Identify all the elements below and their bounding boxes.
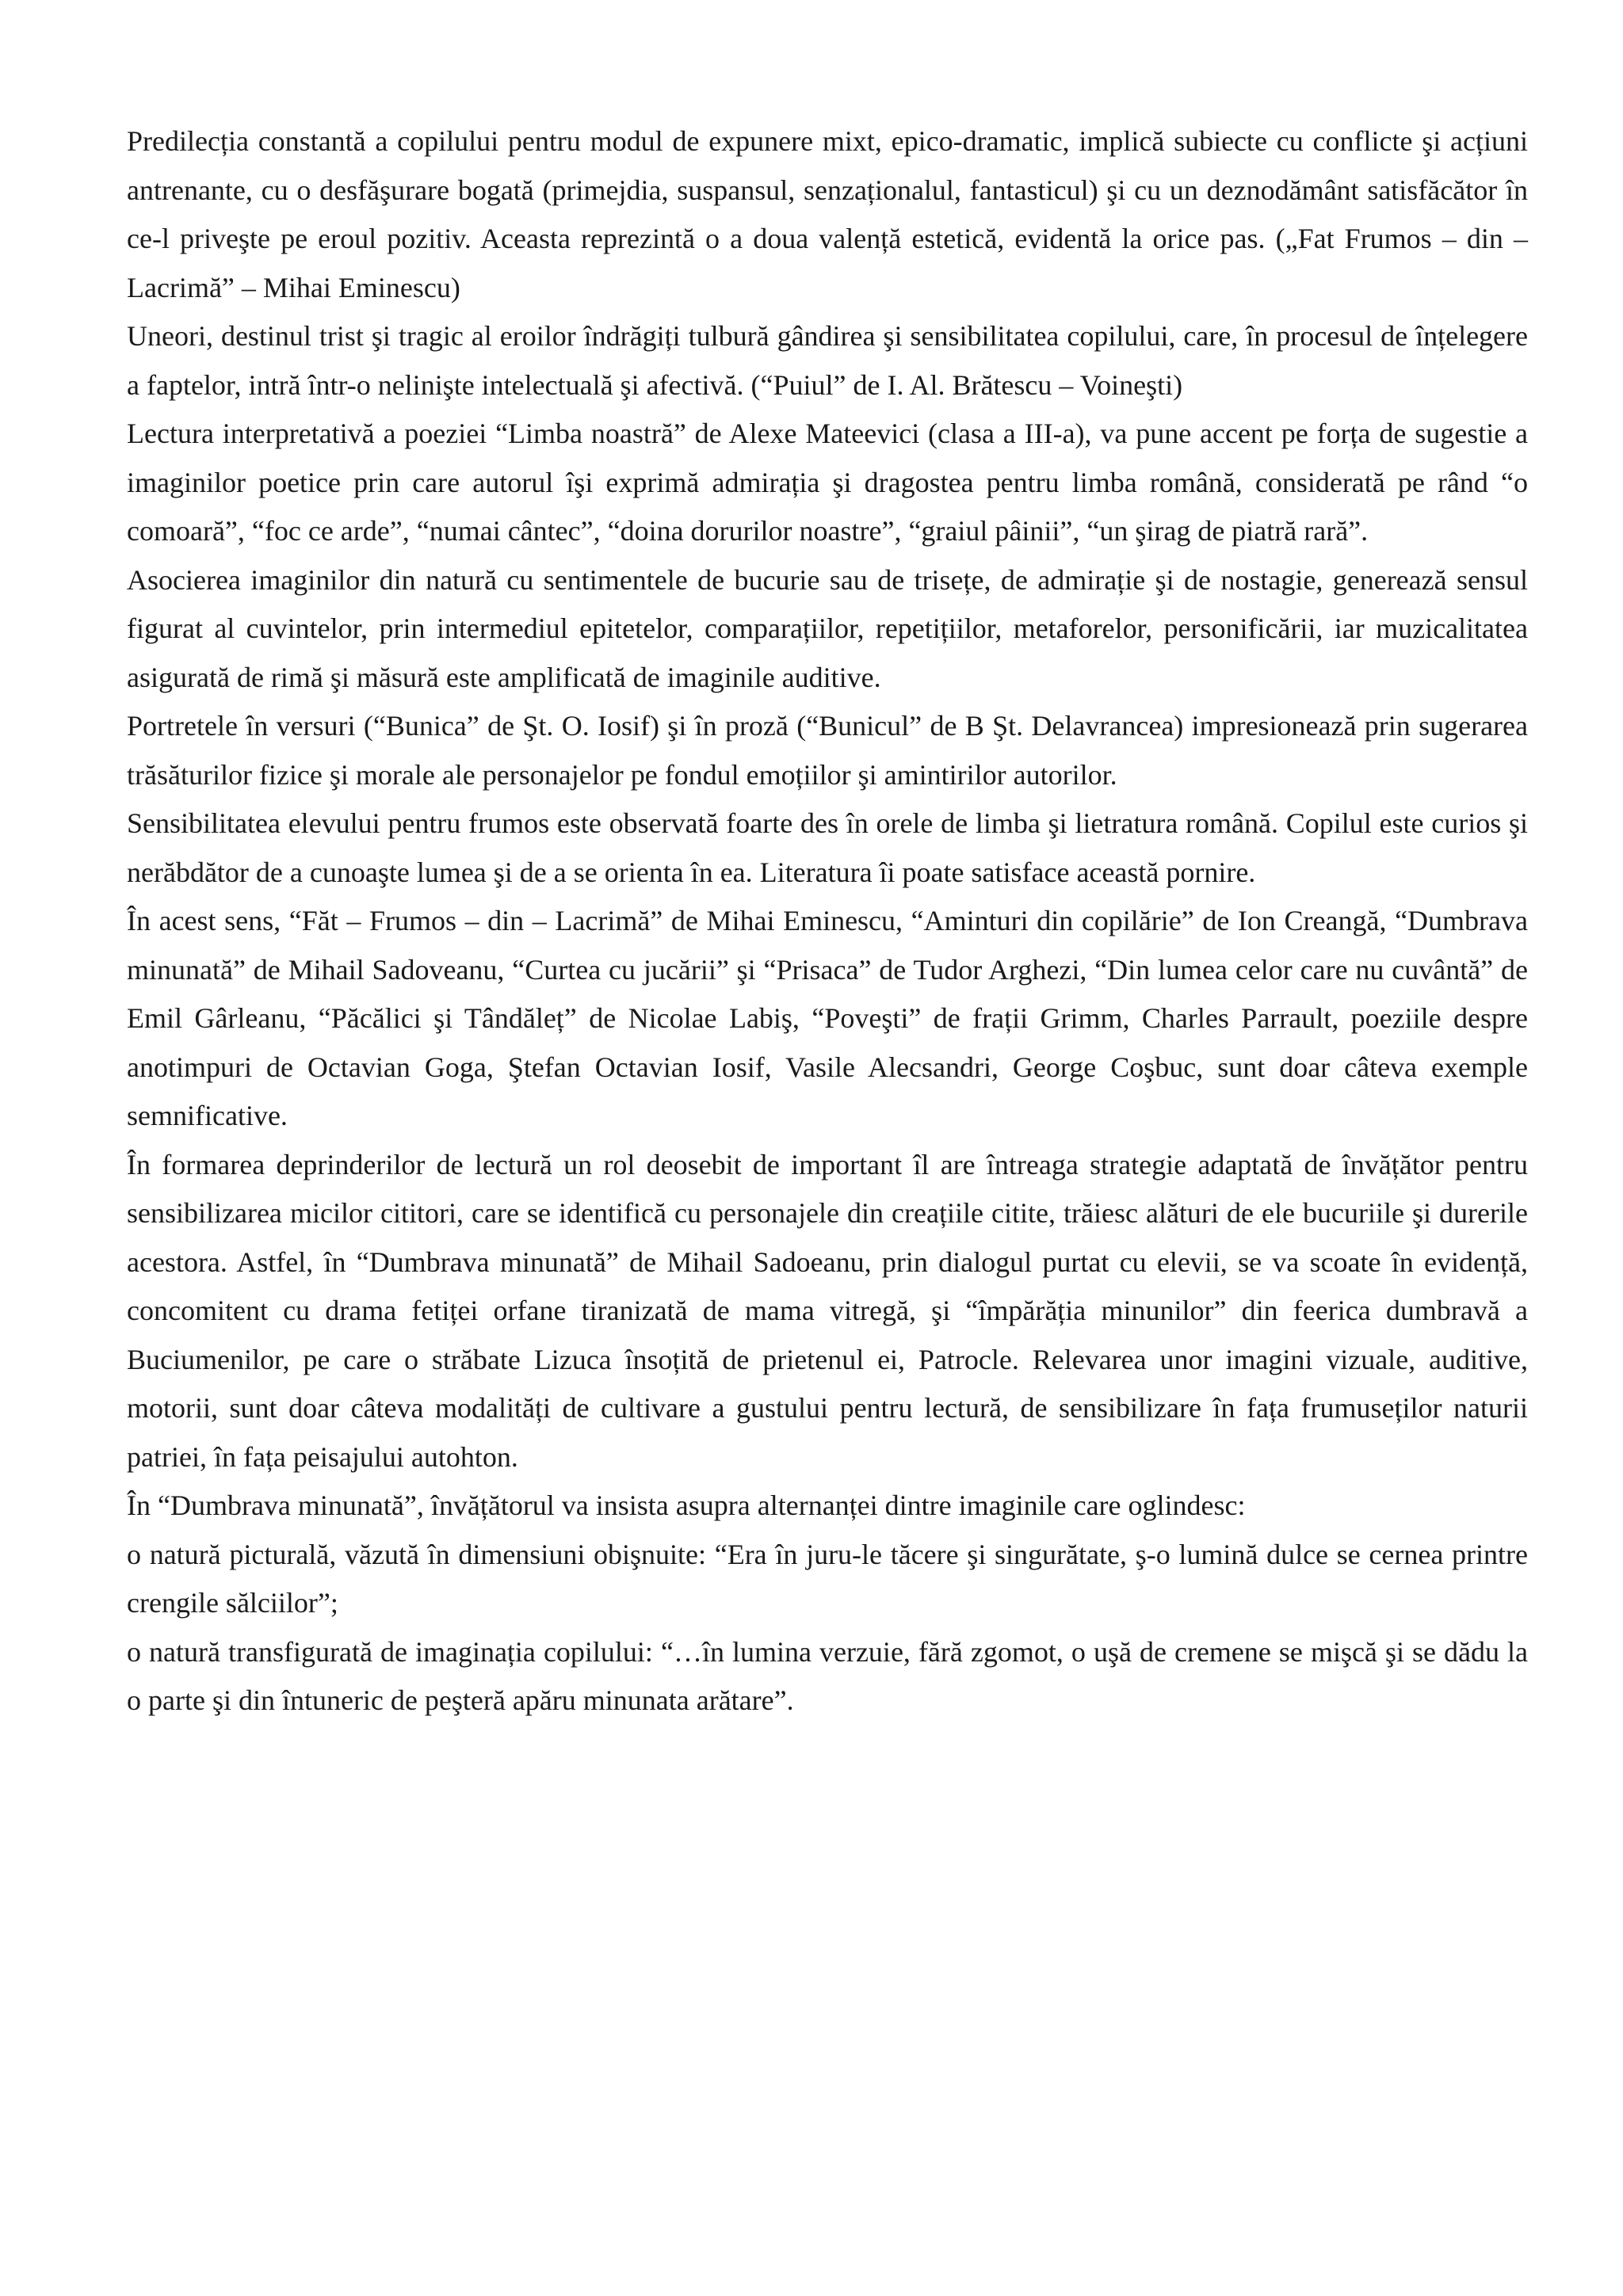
paragraph-2: Uneori, destinul trist şi tragic al eroilor îndrăgiți tulbură gândirea şi sensibilitatea copilului, care, în procesul de înțelegere a faptelor, intră într-o nelinişte intelectuală şi afectivă. (“Puiul” de I. Al. Brătescu – Voineşti) — [127, 320, 1528, 401]
paragraph-11: o natură transfigurată de imaginația copilului: “…în lumina verzuie, fără zgomot, o uşă de cremene se mişcă şi se dădu la o parte şi din întuneric de peşteră apăru minunata arătare”. — [127, 1635, 1528, 1716]
paragraph-1: Predilecția constantă a copilului pentru modul de expunere mixt, epico-dramatic, implică subiecte cu conflicte şi acțiuni antrenante, cu o desfăşurare bogată (primejdia, suspansul, senzaționalul, fantasticul) şi cu un deznodământ satisfăcător în ce-l priveşte pe eroul pozitiv. Aceasta reprezintă o a doua valență estetică, evidentă la orice pas. („Fat Frumos – din – Lacrimă” – Mihai Eminescu) — [127, 125, 1528, 303]
paragraph-10: o natură picturală, văzută în dimensiuni obişnuite: “Era în juru-le tăcere şi singurătate, ş-o lumină dulce se cernea printre crengile sălciilor”; — [127, 1538, 1528, 1619]
paragraph-3: Lectura interpretativă a poeziei “Limba noastră” de Alexe Mateevici (clasa a III-a), va pune accent pe forța de sugestie a imaginilor poetice prin care autorul îşi exprimă admirația şi dragostea pentru limba română, considerată pe rând “o comoară”, “foc ce arde”, “numai cântec”, “doina dorurilor noastre”, “graiul pâinii”, “un şirag de piatră rară”. — [127, 418, 1528, 547]
document-page — [127, 117, 1528, 1726]
paragraph-4: Asocierea imaginilor din natură cu sentimentele de bucurie sau de trisețe, de admirație şi de nostagie, generează sensul figurat al cuvintelor, prin intermediul epitetelor, comparațiilor, repetițiilor, metaforelor, personificării, iar muzicalitatea asigurată de rimă şi măsură este amplificată de imaginile auditive. — [127, 563, 1528, 693]
paragraph-9: În “Dumbrava minunată”, învățătorul va insista asupra alternanței dintre imaginile care oglindesc: — [127, 1489, 1246, 1521]
paragraph-5: Portretele în versuri (“Bunica” de Şt. O. Iosif) şi în proză (“Bunicul” de B Şt. Delavrancea) impresionează prin sugerarea trăsăturilor fizice şi morale ale personajelor pe fondul emoțiilor şi amintirilor autorilor. — [127, 710, 1528, 791]
paragraph-7: În acest sens, “Făt – Frumos – din – Lacrimă” de Mihai Eminescu, “Aminturi din copilărie” de Ion Creangă, “Dumbrava minunată” de Mihail Sadoveanu, “Curtea cu jucării” şi “Prisaca” de Tudor Arghezi, “Din lumea celor care nu cuvântă” de Emil Gârleanu, “Păcălici şi Tândăleț” de Nicolae Labiş, “Poveşti” de frații Grimm, Charles Parrault, poeziile despre anotimpuri de Octavian Goga, Ştefan Octavian Iosif, Vasile Alecsandri, George Coşbuc, sunt doar câteva exemple semnificative. — [127, 905, 1528, 1131]
paragraph-6: Sensibilitatea elevului pentru frumos este observată foarte des în orele de limba şi lietratura română. Copilul este curios şi nerăbdător de a cunoaşte lumea şi de a se orienta în ea. Literatura îi poate satisface această pornire. — [127, 807, 1528, 888]
paragraph-8: În formarea deprinderilor de lectură un rol deosebit de important îl are întreaga strategie adaptată de învățător pentru sensibilizarea micilor cititori, care se identifică cu personajele din creațiile citite, trăiesc alături de ele bucuriile şi durerile acestora. Astfel, în “Dumbrava minunată” de Mihail Sadoeanu, prin dialogul purtat cu elevii, se va scoate în evidență, concomitent cu drama fetiței orfane tiranizată de mama vitregă, şi “împărăția minunilor” din feerica dumbravă a Buciumenilor, pe care o străbate Lizuca însoțită de prietenul ei, Patrocle. Relevarea unor imagini vizuale, auditive, motorii, sunt doar câteva modalități de cultivare a gustului pentru lectură, de sensibilizare în fața frumuseților naturii patriei, în fața peisajului autohton. — [127, 1148, 1528, 1473]
